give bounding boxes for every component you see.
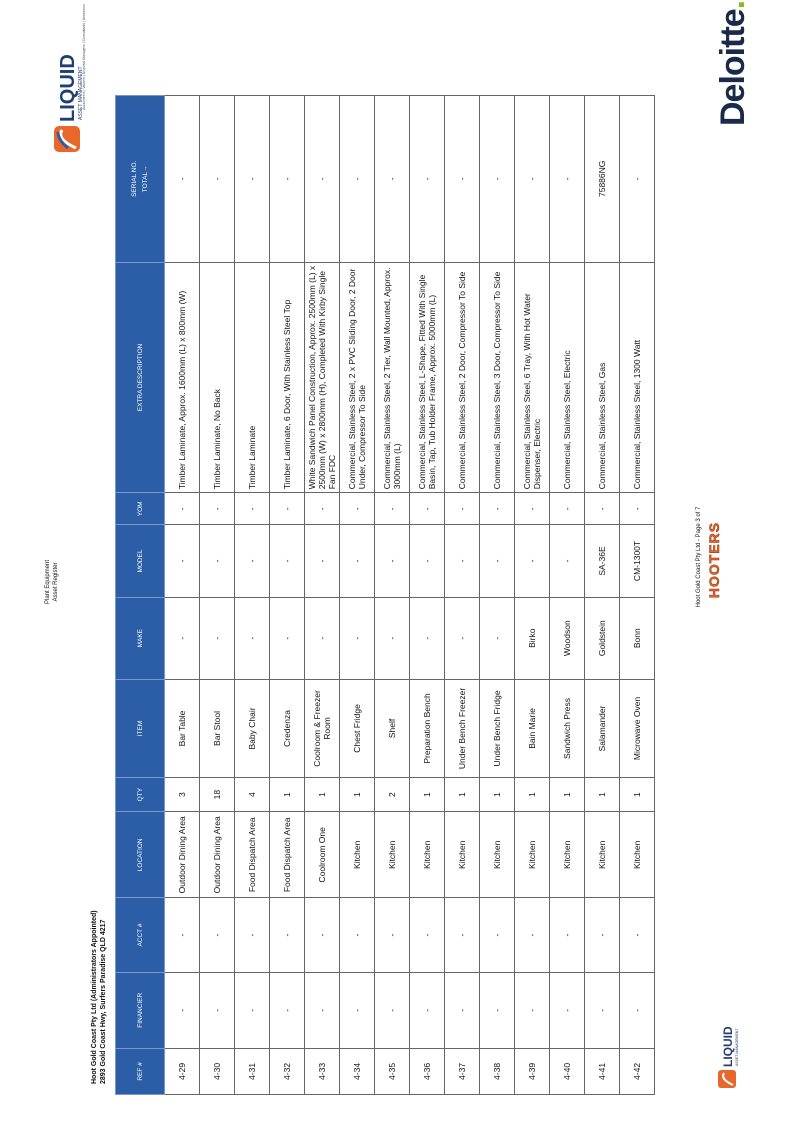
cell-desc: Timber Laminate, No Back bbox=[200, 262, 235, 493]
cell-serial: 75886NG bbox=[585, 96, 620, 263]
cell-acct: - bbox=[585, 898, 620, 972]
cell-desc: Commercial, Stainless Steel, 3 Door, Compressor To Side bbox=[480, 262, 515, 493]
cell-ref: 4-29 bbox=[165, 1048, 200, 1094]
cell-qty: 1 bbox=[515, 778, 550, 812]
table-row bbox=[270, 96, 305, 1095]
cell-financier: - bbox=[270, 972, 305, 1048]
cell-ref: 4-42 bbox=[620, 1048, 655, 1094]
cell-desc: Timber Laminate, Approx. 1600mm (L) x 800mm (W) bbox=[165, 262, 200, 493]
cell-location: Kitchen bbox=[620, 812, 655, 898]
cell-qty: 1 bbox=[340, 778, 375, 812]
hooters-logo: HOOTERS bbox=[706, 521, 722, 599]
cell-yom: - bbox=[550, 493, 585, 525]
footer-liquid-name: LIQUID bbox=[721, 1026, 735, 1067]
document-title bbox=[44, 522, 60, 642]
cell-serial: - bbox=[515, 96, 550, 263]
cell-financier: - bbox=[340, 972, 375, 1048]
cell-item: Sandwich Press bbox=[550, 679, 585, 777]
cell-yom: - bbox=[305, 493, 340, 525]
cell-qty: 18 bbox=[200, 778, 235, 812]
col-ref: REF # bbox=[116, 1048, 165, 1094]
table-row bbox=[445, 96, 480, 1095]
cell-desc: Commercial, Stainless Steel, 2 x PVC Sliding Door, 2 Door Under, Compressor To Side bbox=[340, 262, 375, 493]
cell-item: Shelf bbox=[375, 679, 410, 777]
table-row bbox=[200, 96, 235, 1095]
cell-model: - bbox=[550, 525, 585, 597]
cell-yom: - bbox=[445, 493, 480, 525]
cell-qty: 1 bbox=[620, 778, 655, 812]
col-extra-description: EXTRA DESCRIPTION bbox=[116, 262, 165, 493]
cell-location: Kitchen bbox=[515, 812, 550, 898]
table-body bbox=[165, 96, 655, 1095]
cell-model: - bbox=[270, 525, 305, 597]
cell-desc: Timber Laminate, 6 Door, With Stainless Steel Top bbox=[270, 262, 305, 493]
cell-location: Kitchen bbox=[550, 812, 585, 898]
cell-qty: 1 bbox=[270, 778, 305, 812]
cell-ref: 4-31 bbox=[235, 1048, 270, 1094]
cell-serial: - bbox=[270, 96, 305, 263]
table-row bbox=[165, 96, 200, 1095]
cell-acct: - bbox=[445, 898, 480, 972]
table-row bbox=[480, 96, 515, 1095]
cell-serial: - bbox=[340, 96, 375, 263]
cell-ref: 4-36 bbox=[410, 1048, 445, 1094]
cell-item: Coolroom & Freezer Room bbox=[305, 679, 340, 777]
cell-acct: - bbox=[620, 898, 655, 972]
cell-acct: - bbox=[200, 898, 235, 972]
cell-yom: - bbox=[410, 493, 445, 525]
cell-yom: - bbox=[200, 493, 235, 525]
cell-item: Bain Marie bbox=[515, 679, 550, 777]
cell-item: Salamander bbox=[585, 679, 620, 777]
cell-item: Bar Table bbox=[165, 679, 200, 777]
cell-financier: - bbox=[200, 972, 235, 1048]
title-line-2: Asset Register bbox=[53, 562, 59, 602]
cell-location: Food Dispatch Area bbox=[235, 812, 270, 898]
cell-item: Chest Fridge bbox=[340, 679, 375, 777]
cell-item: Microwave Oven bbox=[620, 679, 655, 777]
cell-model: - bbox=[200, 525, 235, 597]
cell-make: Bonn bbox=[620, 597, 655, 679]
cell-model: - bbox=[305, 525, 340, 597]
cell-model: - bbox=[235, 525, 270, 597]
cell-make: - bbox=[200, 597, 235, 679]
cell-yom: - bbox=[375, 493, 410, 525]
cell-desc: Commercial, Stainless Steel, 2 Tier, Wall Mounted, Approx. 3000mm (L) bbox=[375, 262, 410, 493]
table-row bbox=[620, 96, 655, 1095]
cell-financier: - bbox=[235, 972, 270, 1048]
cell-acct: - bbox=[480, 898, 515, 972]
col-item: ITEM bbox=[116, 679, 165, 777]
cell-make: - bbox=[165, 597, 200, 679]
cell-yom: - bbox=[165, 493, 200, 525]
table-row bbox=[375, 96, 410, 1095]
cell-model: - bbox=[165, 525, 200, 597]
cell-item: Baby Chair bbox=[235, 679, 270, 777]
cell-ref: 4-35 bbox=[375, 1048, 410, 1094]
cell-ref: 4-37 bbox=[445, 1048, 480, 1094]
cell-model: - bbox=[340, 525, 375, 597]
liquid-name: LIQUID bbox=[57, 54, 79, 122]
cell-serial: - bbox=[305, 96, 340, 263]
cell-yom: - bbox=[235, 493, 270, 525]
col-location: LOCATION bbox=[116, 812, 165, 898]
cell-make: - bbox=[410, 597, 445, 679]
cell-acct: - bbox=[305, 898, 340, 972]
asset-table bbox=[115, 95, 655, 1095]
title-line-1: Plant Equipment bbox=[45, 559, 51, 605]
cell-financier: - bbox=[410, 972, 445, 1048]
cell-location: Kitchen bbox=[585, 812, 620, 898]
cell-financier: - bbox=[620, 972, 655, 1048]
cell-yom: - bbox=[515, 493, 550, 525]
cell-serial: - bbox=[165, 96, 200, 263]
cell-acct: - bbox=[165, 898, 200, 972]
cell-location: Kitchen bbox=[445, 812, 480, 898]
cell-acct: - bbox=[515, 898, 550, 972]
cell-location: Outdoor Dining Area bbox=[200, 812, 235, 898]
table-row bbox=[340, 96, 375, 1095]
cell-serial: - bbox=[410, 96, 445, 263]
company-address: 2893 Gold Coast Hwy, Surfers Paradise QLD 4217 bbox=[100, 919, 107, 1084]
cell-acct: - bbox=[375, 898, 410, 972]
liquid-logo bbox=[38, 12, 100, 192]
cell-make: - bbox=[445, 597, 480, 679]
col-model: MODEL bbox=[116, 525, 165, 597]
cell-location: Kitchen bbox=[340, 812, 375, 898]
cell-item: Preparation Bench bbox=[410, 679, 445, 777]
cell-model: - bbox=[480, 525, 515, 597]
cell-make: - bbox=[235, 597, 270, 679]
cell-model: - bbox=[445, 525, 480, 597]
cell-serial: - bbox=[550, 96, 585, 263]
cell-financier: - bbox=[585, 972, 620, 1048]
table-row bbox=[410, 96, 445, 1095]
company-header bbox=[90, 910, 108, 1084]
cell-qty: 2 bbox=[375, 778, 410, 812]
table-row bbox=[235, 96, 270, 1095]
cell-desc: White Sandwich Panel Construction, Approx. 2500mm (L) x 2500mm (W) x 2800mm (H), Completed With Kirby Single Fan FDC bbox=[305, 262, 340, 493]
cell-model: CM-1300T bbox=[620, 525, 655, 597]
cell-ref: 4-38 bbox=[480, 1048, 515, 1094]
cell-qty: 1 bbox=[305, 778, 340, 812]
cell-model: - bbox=[410, 525, 445, 597]
table-row bbox=[585, 96, 620, 1095]
cell-make: Birko bbox=[515, 597, 550, 679]
cell-financier: - bbox=[165, 972, 200, 1048]
cell-ref: 4-33 bbox=[305, 1048, 340, 1094]
total-label: TOTAL→ bbox=[142, 165, 149, 193]
cell-make: - bbox=[270, 597, 305, 679]
cell-yom: - bbox=[620, 493, 655, 525]
cell-location: Kitchen bbox=[375, 812, 410, 898]
footer-liquid-sub: ASSET MANAGEMENT bbox=[735, 1028, 739, 1066]
cell-qty: 4 bbox=[235, 778, 270, 812]
cell-qty: 1 bbox=[445, 778, 480, 812]
col-yom: YOM bbox=[116, 493, 165, 525]
cell-location: Food Dispatch Area bbox=[270, 812, 305, 898]
cell-desc: Timber Laminate bbox=[235, 262, 270, 493]
cell-location: Kitchen bbox=[410, 812, 445, 898]
cell-qty: 1 bbox=[550, 778, 585, 812]
cell-desc: Commercial, Stainless Steel, 1300 Watt bbox=[620, 262, 655, 493]
col-acct: ACCT # bbox=[116, 898, 165, 972]
footer-liquid-emblem-icon bbox=[718, 1070, 736, 1088]
cell-serial: - bbox=[480, 96, 515, 263]
table-row bbox=[550, 96, 585, 1095]
cell-acct: - bbox=[270, 898, 305, 972]
table-row bbox=[515, 96, 550, 1095]
cell-make: - bbox=[340, 597, 375, 679]
cell-make: - bbox=[375, 597, 410, 679]
cell-ref: 4-40 bbox=[550, 1048, 585, 1094]
cell-desc: Commercial, Stainless Steel, Gas bbox=[585, 262, 620, 493]
cell-location: Kitchen bbox=[480, 812, 515, 898]
deloitte-wordmark: Deloitte bbox=[714, 9, 752, 126]
cell-desc: Commercial, Stainless Steel, L-Shape, Fitted With Single Basin, Tap, Tub Holder Frame, Approx. 5000mm (L) bbox=[410, 262, 445, 493]
cell-financier: - bbox=[305, 972, 340, 1048]
cell-location: Outdoor Dining Area bbox=[165, 812, 200, 898]
cell-serial: - bbox=[200, 96, 235, 263]
cell-serial: - bbox=[235, 96, 270, 263]
cell-make: Goldstein bbox=[585, 597, 620, 679]
cell-qty: 1 bbox=[480, 778, 515, 812]
cell-model: SA-36E bbox=[585, 525, 620, 597]
col-make: MAKE bbox=[116, 597, 165, 679]
cell-qty: 3 bbox=[165, 778, 200, 812]
cell-item: Bar Stool bbox=[200, 679, 235, 777]
cell-qty: 1 bbox=[410, 778, 445, 812]
cell-desc: Commercial, Stainless Steel, 6 Tray, With Hot Water Dispenser, Electric bbox=[515, 262, 550, 493]
cell-item: Under Bench Freezer bbox=[445, 679, 480, 777]
cell-ref: 4-41 bbox=[585, 1048, 620, 1094]
cell-model: - bbox=[515, 525, 550, 597]
cell-location: Coolroom One bbox=[305, 812, 340, 898]
cell-financier: - bbox=[480, 972, 515, 1048]
cell-desc: Commercial, Stainless Steel, Electric bbox=[550, 262, 585, 493]
cell-acct: - bbox=[340, 898, 375, 972]
footer-liquid-logo bbox=[708, 1012, 748, 1092]
cell-serial: - bbox=[445, 96, 480, 263]
cell-ref: 4-34 bbox=[340, 1048, 375, 1094]
page-number: Hoot Gold Coast Pty Ltd - Page 3 of 7 bbox=[696, 506, 702, 608]
cell-yom: - bbox=[480, 493, 515, 525]
cell-make: - bbox=[305, 597, 340, 679]
cell-financier: - bbox=[550, 972, 585, 1048]
col-financier: FINANCIER bbox=[116, 972, 165, 1048]
liquid-sub: ASSET MANAGEMENT bbox=[78, 66, 84, 120]
col-serial bbox=[116, 96, 165, 263]
cell-acct: - bbox=[410, 898, 445, 972]
cell-financier: - bbox=[375, 972, 410, 1048]
company-name: Hoot Gold Coast Pty Ltd (Administrators Appointed) bbox=[91, 910, 98, 1084]
cell-yom: - bbox=[340, 493, 375, 525]
liquid-tagline: Auctioneers | Valuers | Disposal Managers | Consultants | Assessors bbox=[82, 4, 86, 110]
cell-make: - bbox=[480, 597, 515, 679]
col-qty: QTY bbox=[116, 778, 165, 812]
cell-desc: Commercial, Stainless Steel, 2 Door, Compressor To Side bbox=[445, 262, 480, 493]
cell-make: Woodson bbox=[550, 597, 585, 679]
cell-acct: - bbox=[550, 898, 585, 972]
cell-acct: - bbox=[235, 898, 270, 972]
liquid-emblem-icon bbox=[54, 126, 80, 152]
cell-model: - bbox=[375, 525, 410, 597]
cell-yom: - bbox=[270, 493, 305, 525]
cell-financier: - bbox=[445, 972, 480, 1048]
cell-ref: 4-32 bbox=[270, 1048, 305, 1094]
table-header-row bbox=[116, 96, 165, 1095]
table-row bbox=[305, 96, 340, 1095]
cell-serial: - bbox=[375, 96, 410, 263]
cell-qty: 1 bbox=[585, 778, 620, 812]
cell-ref: 4-30 bbox=[200, 1048, 235, 1094]
cell-item: Under Bench Fridge bbox=[480, 679, 515, 777]
cell-ref: 4-39 bbox=[515, 1048, 550, 1094]
cell-yom: - bbox=[585, 493, 620, 525]
cell-financier: - bbox=[515, 972, 550, 1048]
serial-label: SERIAL NO. bbox=[131, 160, 138, 197]
cell-serial: - bbox=[620, 96, 655, 263]
cell-item: Credenza bbox=[270, 679, 305, 777]
deloitte-logo: Deloitte. bbox=[714, 0, 752, 126]
